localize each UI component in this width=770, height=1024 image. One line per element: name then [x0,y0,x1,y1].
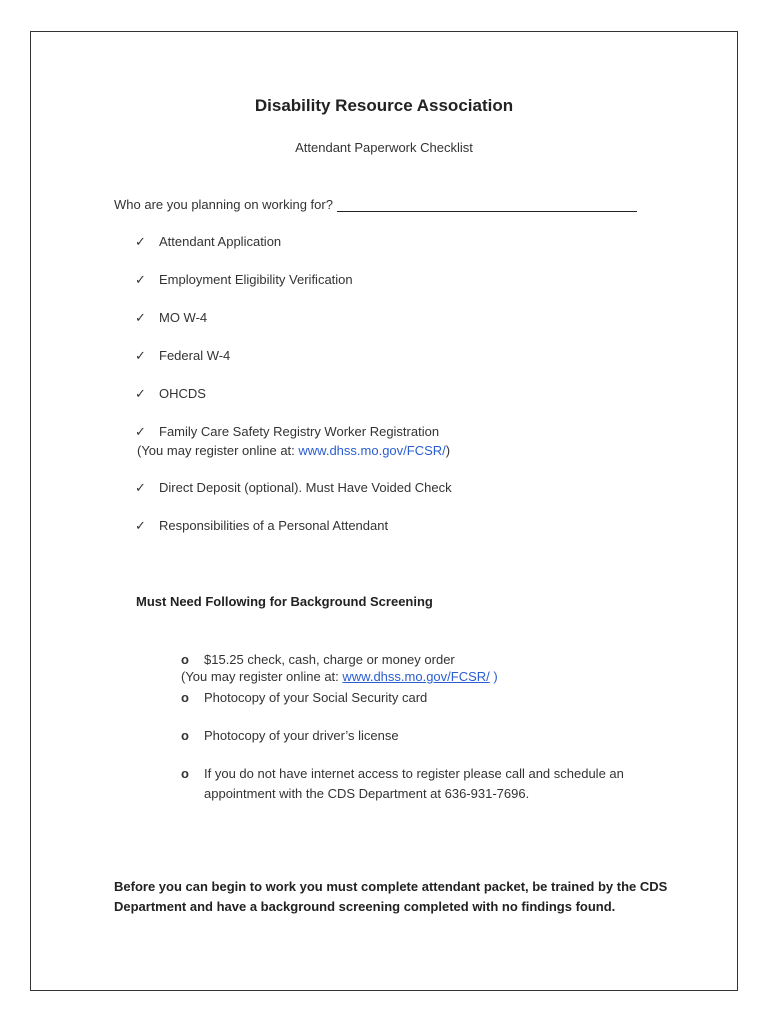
check-icon: ✓ [135,310,146,325]
screening-note: (You may register online at: www.dhss.mo.gov/FCSR/ ) [181,669,498,684]
document-title: Disability Resource Association [254,96,514,115]
checklist-item [135,310,207,326]
checklist-item-label: Direct Deposit (optional). Must Have Voided Check [159,480,452,495]
bullet-icon: o [181,728,189,743]
check-icon: ✓ [135,518,146,533]
checklist-item [135,480,452,496]
bullet-icon: o [181,652,189,667]
checklist-item [135,234,281,250]
employer-question [114,197,637,212]
screening-heading: Must Need Following for Background Screening [136,594,433,609]
screening-item: o If you do not have internet access to register please call and schedule an appointment with the CDS Department at 636-931-7696. [181,766,624,801]
final-note: Before you can begin to work you must complete attendant packet, be trained by the CDS Department and have a background screening completed with no findings found. [114,879,668,914]
screening-link[interactable]: www.dhss.mo.gov/FCSR/ [342,669,490,684]
screening-item: o Photocopy of your driver’s license [181,726,661,746]
screening-item: o $15.25 check, cash, charge or money order [181,650,661,670]
check-icon: ✓ [135,234,146,249]
checklist-item-label: Employment Eligibility Verification [159,272,353,287]
checklist-item-label: Attendant Application [159,234,282,249]
check-icon: ✓ [135,272,146,287]
check-icon: ✓ [135,424,146,439]
checklist-item-label: OHCDS [159,386,206,401]
checklist-item [135,272,353,288]
checklist-item [135,424,439,440]
checklist-item [135,386,206,402]
checklist-item-label: MO W-4 [159,310,208,325]
employer-question-label: Who are you planning on working for? [114,197,333,212]
bullet-icon: o [181,690,189,705]
checklist-item-label: Responsibilities of a Personal Attendant [159,518,389,533]
employer-answer-line[interactable] [337,197,637,212]
registry-note: (You may register online at: www.dhss.mo.gov/FCSR/) [137,443,451,458]
checklist-item-label: Federal W-4 [159,348,231,363]
bullet-icon: o [181,766,189,781]
document-page [30,31,738,991]
checklist-item [135,348,230,364]
screening-item: o Photocopy of your Social Security card [181,688,661,708]
registry-link[interactable]: www.dhss.mo.gov/FCSR/ [298,443,446,458]
check-icon: ✓ [135,348,146,363]
check-icon: ✓ [135,480,146,495]
check-icon: ✓ [135,386,146,401]
checklist-item-label: Family Care Safety Registry Worker Registration [159,424,440,439]
document-subtitle: Attendant Paperwork Checklist [295,140,473,155]
checklist-item [135,518,388,534]
